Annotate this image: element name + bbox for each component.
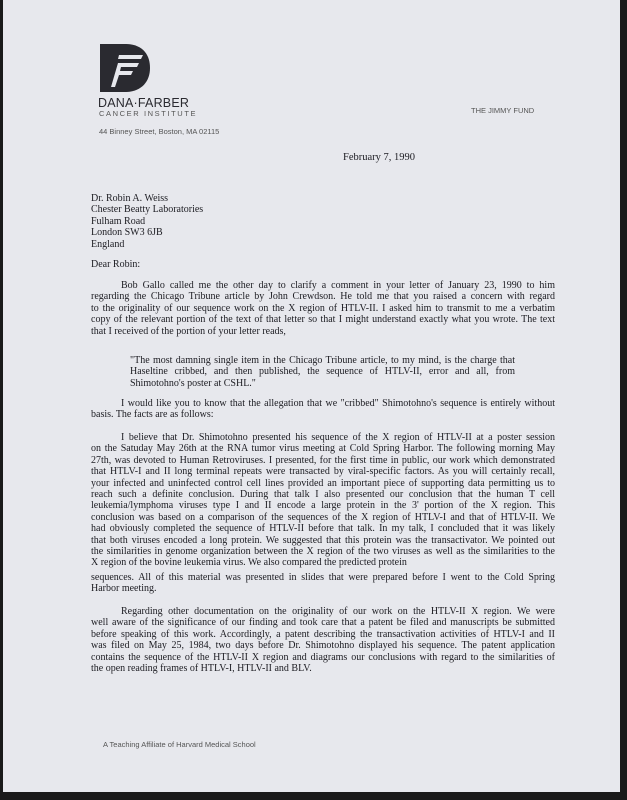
paragraph-1 <box>91 280 555 337</box>
text-line: regarding the Chicago Tribune article by John Crewdson. He told me that you raised a concern with regard <box>91 291 555 303</box>
text-line: basis. The facts are as follows: <box>91 409 214 421</box>
text-line: your infected and uninfected control cell lines provided an important piece of supporting data permitting us to <box>91 477 555 489</box>
text-line: that both viruses encoded a long protein. We suggested that this protein was the transactivator. We pointed out <box>91 534 555 546</box>
footer-affiliation: A Teaching Affiliate of Harvard Medical School <box>103 740 256 749</box>
paragraph-5 <box>91 606 555 674</box>
quoted-passage <box>130 355 515 389</box>
text-line: before speaking of this work. Accordingly, a patent describing the transactivation activities of HTLV-I and II <box>91 628 555 640</box>
recipient-line: Chester Beatty Laboratories <box>91 204 204 216</box>
text-line: Haseltine cribbed, and then published, the sequence of HTLV-II, error and all, from <box>130 366 515 378</box>
paragraph-4 <box>91 572 555 595</box>
dana-farber-logo <box>97 43 151 93</box>
recipient-line: Dr. Robin A. Weiss <box>91 193 169 204</box>
text-line: Shimotohno's poster at CSHL." <box>130 377 256 389</box>
text-line: that I received of the portion of your letter reads, <box>91 325 286 337</box>
salutation: Dear Robin: <box>91 259 141 270</box>
recipient-line: London SW3 6JB <box>91 227 163 239</box>
letter-page <box>3 0 620 792</box>
text-line: contains the sequence of the HTLV-II X region and diagrams our conclusions with regard to the similarities of <box>91 651 555 663</box>
text-line: "The most damning single item in the Chicago Tribune article, to my mind, is the charge that <box>130 355 515 366</box>
recipient-line: Fulham Road <box>91 215 146 227</box>
text-line: conclusion was based on a comparison of the sequences of the X region of HTLV-I and that of HTLV-II. We <box>91 511 555 523</box>
text-line: sequences. All of this material was presented in slides that were prepared before I went to the Cold Spring <box>91 572 555 583</box>
text-line: Harbor meeting. <box>91 583 157 595</box>
institute-name: DANA·FARBER <box>98 96 190 110</box>
text-line: the open reading frames of HTLV-I, HTLV-II and BLV. <box>91 663 312 675</box>
paragraph-2 <box>91 398 555 421</box>
text-line: well aware of the significance of our finding and took care that a patent be filed and manuscripts be submitted <box>91 617 555 629</box>
text-line: 27th, was devoted to Human Retroviruses. I presented, for the first time in public, our work which demonstrated <box>91 454 555 466</box>
recipient-line: England <box>91 238 125 250</box>
text-line: was filed on May 25, 1984, two days before Dr. Shimotohno displayed his sequence. The patent application <box>91 640 555 652</box>
recipient-address <box>91 193 203 250</box>
text-line: I would like you to know that the allegation that we "cribbed" Shimotohno's sequence is entirely without <box>121 398 555 409</box>
text-line: copy of the relevant portion of the text of that letter so that I might understand exactly what you wrote. The text <box>91 314 555 326</box>
institute-subtitle: CANCER INSTITUTE <box>99 109 198 118</box>
text-line: Bob Gallo called me the other day to clarify a comment in your letter of January 23, 1990 to him <box>121 280 555 291</box>
text-line: on the Satuday May 26th at the RNA tumor virus meeting at Cold Spring Harbor. The following morning May <box>91 443 555 455</box>
text-line: I believe that Dr. Shimotohno presented his sequence of the X region of HTLV-II at a poster session <box>121 432 555 443</box>
text-line: to the originality of our sequence work on the X region of HTLV-II. I asked him to transmit to me a verbatim <box>91 302 555 314</box>
text-line: that HTLV-I and II long terminal repeats were transacted by viral-specific factors. As you will certainly recall, <box>91 466 555 478</box>
jimmy-fund-label: THE JIMMY FUND <box>471 106 535 115</box>
letter-date: February 7, 1990 <box>343 152 416 163</box>
text-line: X region of the bovine leukemia virus. We also compared the predicted protein <box>91 557 407 569</box>
institute-address: 44 Binney Street, Boston, MA 02115 <box>99 127 220 136</box>
paragraph-3 <box>91 432 555 569</box>
text-line: had obviously completed the sequence of HTLV-II before that talk. In my talk, I concluded that it was likely <box>91 523 555 535</box>
text-line: leukemia/lymphoma viruses type I and II encode a large protein in the 3' portion of the X region. This <box>91 500 555 512</box>
text-line: Regarding other documentation on the originality of our work on the HTLV-II X region. We were <box>121 606 555 617</box>
text-line: the similarities in genome organization between the X region of the two viruses as well as the similarities to the <box>91 546 555 558</box>
text-line: reach such a definite conclusion. During that talk I also presented our conclusion that the human T cell <box>91 489 555 501</box>
